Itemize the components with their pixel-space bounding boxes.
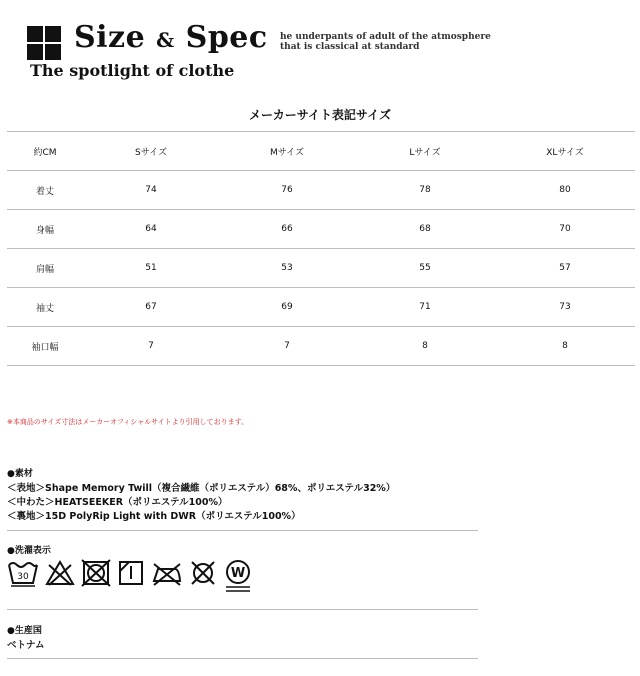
- table-row: [7, 171, 635, 210]
- table-row: [7, 327, 635, 366]
- wet-clean-letter: W: [230, 566, 246, 581]
- table-cell: 8: [495, 327, 635, 366]
- brand-title: [74, 20, 268, 55]
- table-row: [7, 210, 635, 249]
- care-icons: [7, 559, 253, 591]
- table-row: [7, 288, 635, 327]
- divider: [7, 609, 478, 610]
- header-cell: 約CM: [7, 132, 83, 171]
- table-cell: 53: [219, 249, 355, 288]
- row-label: 身幅: [7, 210, 83, 249]
- size-table: [7, 131, 635, 366]
- table-header-row: [7, 132, 635, 171]
- row-label: 着丈: [7, 171, 83, 210]
- brand-tagline-line-2: that is classical at standard: [280, 42, 420, 52]
- line-dry-shade-icon: [117, 559, 145, 587]
- size-source-note: ※本商品のサイズ寸法はメーカーオフィシャルサイトより引用しております。: [7, 418, 249, 426]
- brand-title-spec: Spec: [185, 20, 268, 55]
- table-cell: 57: [495, 249, 635, 288]
- table-cell: 71: [355, 288, 495, 327]
- size-table-title: メーカーサイト表記サイズ: [249, 108, 391, 122]
- brand-title-size: Size: [74, 20, 146, 55]
- no-dry-clean-icon: [189, 559, 217, 587]
- brand-tagline: [280, 32, 491, 52]
- table-cell: 51: [83, 249, 219, 288]
- table-cell: 64: [83, 210, 219, 249]
- brand-tagline-line-1: he underpants of adult of the atmosphere: [280, 32, 491, 42]
- brand-logo-icon: [27, 26, 61, 60]
- table-cell: 69: [219, 288, 355, 327]
- wash-30-icon: [7, 559, 39, 587]
- table-cell: 66: [219, 210, 355, 249]
- header-cell: Lサイズ: [355, 132, 495, 171]
- divider: [7, 658, 478, 659]
- no-tumble-dry-icon: [81, 559, 111, 587]
- wet-clean-icon: [223, 559, 253, 593]
- material-line: ＜中わた＞HEATSEEKER（ポリエステル100%）: [7, 497, 228, 508]
- origin-heading: ●生産国: [7, 626, 42, 636]
- table-cell: 68: [355, 210, 495, 249]
- wash-temperature: 30: [17, 572, 29, 582]
- header-cell: Sサイズ: [83, 132, 219, 171]
- material-line: ＜表地＞Shape Memory Twill（複合繊維（ポリエステル）68%、ポリエステル32%）: [7, 483, 396, 494]
- table-cell: 76: [219, 171, 355, 210]
- header-cell: XLサイズ: [495, 132, 635, 171]
- divider: [7, 530, 478, 531]
- brand-title-amp: &: [156, 28, 175, 52]
- table-cell: 67: [83, 288, 219, 327]
- table-cell: 55: [355, 249, 495, 288]
- origin-value: ベトナム: [7, 640, 45, 651]
- table-cell: 70: [495, 210, 635, 249]
- header-cell: Mサイズ: [219, 132, 355, 171]
- table-cell: 7: [83, 327, 219, 366]
- table-cell: 7: [219, 327, 355, 366]
- row-label: 袖丈: [7, 288, 83, 327]
- brand-subtitle: The spotlight of clothe: [30, 61, 235, 80]
- table-cell: 74: [83, 171, 219, 210]
- iron-low-icon: [151, 559, 183, 587]
- care-heading: ●洗濯表示: [7, 546, 51, 556]
- row-label: 袖口幅: [7, 327, 83, 366]
- table-cell: 8: [355, 327, 495, 366]
- material-line: ＜裏地＞15D PolyRip Light with DWR（ポリエステル100%）: [7, 511, 301, 522]
- table-cell: 78: [355, 171, 495, 210]
- table-cell: 73: [495, 288, 635, 327]
- table-cell: 80: [495, 171, 635, 210]
- no-bleach-icon: [45, 559, 75, 587]
- table-row: [7, 249, 635, 288]
- row-label: 肩幅: [7, 249, 83, 288]
- material-heading: ●素材: [7, 469, 33, 479]
